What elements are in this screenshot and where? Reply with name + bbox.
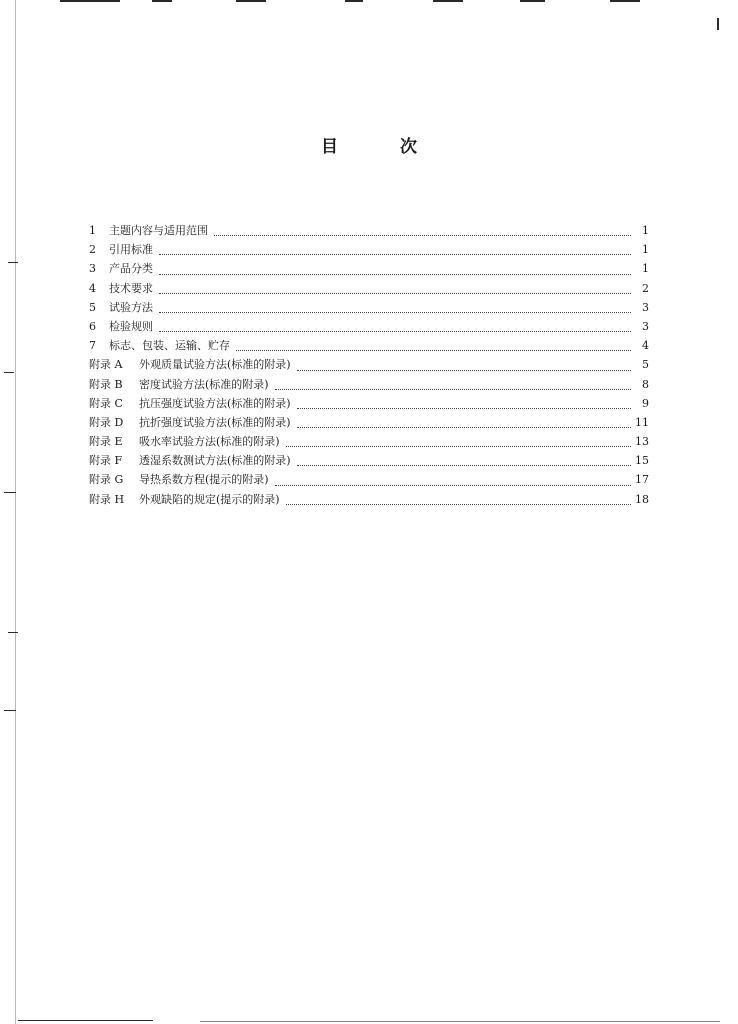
toc-entry-page-number: 11 — [635, 415, 649, 429]
toc-entry-number: 6 — [89, 319, 96, 333]
toc-dot-leader — [159, 293, 631, 294]
scan-edge-left-mark — [4, 710, 16, 711]
scan-edge-left-mark — [4, 372, 14, 373]
toc-entry-page-number: 13 — [635, 435, 649, 449]
toc-dot-leader — [286, 504, 631, 505]
toc-entry-title: 抗压强度试验方法(标准的附录) — [139, 396, 291, 410]
toc-dot-leader — [214, 235, 631, 236]
toc-entry-number: 附录 B — [89, 377, 123, 391]
toc-entry[interactable] — [89, 240, 649, 259]
scan-edge-top — [345, 0, 363, 2]
toc-entry-number: 附录 D — [89, 415, 124, 429]
toc-entry-number: 附录 G — [89, 473, 124, 487]
toc-entry[interactable] — [89, 355, 649, 374]
toc-entry-title: 吸水率试验方法(标准的附录) — [139, 435, 280, 449]
scan-edge-top — [236, 0, 266, 2]
scan-edge-left-mark — [4, 492, 16, 493]
scan-edge-top — [152, 0, 172, 2]
toc-entry-page-number: 1 — [642, 224, 649, 237]
scan-edge-top — [520, 0, 545, 2]
toc-entry-page-number: 5 — [642, 358, 649, 372]
toc-entry[interactable] — [89, 413, 649, 432]
toc-entry-title: 外观质量试验方法(标准的附录) — [139, 358, 291, 372]
toc-entry-number: 4 — [89, 281, 96, 295]
toc-dot-leader — [159, 274, 631, 275]
toc-entry-title: 主题内容与适用范围 — [109, 224, 208, 237]
toc-dot-leader — [236, 350, 631, 351]
toc-entry-title: 技术要求 — [109, 281, 153, 295]
scan-edge-top — [610, 0, 640, 2]
toc-entry-title: 导热系数方程(提示的附录) — [139, 473, 269, 487]
toc-entry-number: 7 — [89, 339, 96, 353]
toc-entry-number: 附录 F — [89, 454, 123, 468]
toc-dot-leader — [297, 370, 631, 371]
scan-edge-bottom — [200, 1021, 720, 1022]
toc-entry-title: 外观缺陷的规定(提示的附录) — [139, 492, 280, 506]
toc-entry[interactable] — [89, 451, 649, 470]
toc-entry-number: 附录 E — [89, 435, 123, 449]
toc-entry-number: 1 — [89, 224, 96, 237]
toc-entry[interactable] — [89, 221, 649, 240]
scan-edge-right — [717, 18, 719, 30]
scan-edge-bottom — [18, 1020, 153, 1021]
toc-dot-leader — [286, 446, 631, 447]
toc-entry-page-number: 3 — [642, 300, 649, 314]
scan-edge-top — [60, 0, 120, 2]
toc-entry-title: 透湿系数测试方法(标准的附录) — [139, 454, 291, 468]
toc-entry[interactable] — [89, 432, 649, 451]
toc-entry-number: 附录 C — [89, 396, 123, 410]
toc-entry-number: 2 — [89, 243, 96, 257]
scan-edge-left-mark — [8, 632, 18, 633]
toc-entry-number: 5 — [89, 300, 96, 314]
toc-entry-page-number: 17 — [635, 473, 649, 487]
title-char-2: 次 — [400, 137, 417, 157]
toc-entry-title: 抗折强度试验方法(标准的附录) — [139, 415, 291, 429]
title-char-1: 目 — [321, 137, 338, 157]
toc-entry-title: 试验方法 — [109, 300, 153, 314]
toc-dot-leader — [297, 408, 631, 409]
toc-entry[interactable] — [89, 259, 649, 278]
toc-entry[interactable] — [89, 394, 649, 413]
toc-entry[interactable] — [89, 279, 649, 298]
toc-entry-page-number: 9 — [642, 396, 649, 410]
toc-entry[interactable] — [89, 490, 649, 509]
toc-entry-page-number: 18 — [635, 492, 649, 506]
scan-edge-left-mark — [8, 262, 18, 263]
toc-dot-leader — [297, 427, 631, 428]
toc-entry-page-number: 2 — [642, 281, 649, 295]
toc-entry[interactable] — [89, 375, 649, 394]
toc-entry-number: 附录 H — [89, 492, 125, 506]
toc-entry-page-number: 15 — [635, 454, 649, 468]
toc-entry-page-number: 1 — [642, 243, 649, 257]
toc-entry-title: 密度试验方法(标准的附录) — [139, 377, 269, 391]
table-of-contents — [89, 221, 649, 509]
toc-entry-title: 产品分类 — [109, 262, 153, 276]
toc-dot-leader — [275, 389, 631, 390]
toc-entry-title: 标志、包装、运输、贮存 — [109, 339, 230, 353]
toc-dot-leader — [159, 331, 631, 332]
scan-edge-top — [433, 0, 463, 2]
toc-entry[interactable] — [89, 470, 649, 489]
toc-dot-leader — [159, 254, 631, 255]
toc-entry-number: 附录 A — [89, 358, 123, 372]
toc-entry[interactable] — [89, 317, 649, 336]
toc-entry[interactable] — [89, 336, 649, 355]
toc-entry-title: 引用标准 — [109, 243, 153, 257]
toc-entry[interactable] — [89, 298, 649, 317]
toc-dot-leader — [159, 312, 631, 313]
toc-entry-number: 3 — [89, 262, 96, 276]
toc-entry-title: 检验规则 — [109, 319, 153, 333]
toc-entry-page-number: 3 — [642, 319, 649, 333]
toc-entry-page-number: 1 — [642, 262, 649, 276]
toc-entry-page-number: 8 — [642, 377, 649, 391]
toc-entry-page-number: 4 — [642, 339, 649, 353]
toc-dot-leader — [275, 485, 631, 486]
toc-dot-leader — [297, 465, 631, 466]
page-title — [0, 132, 738, 157]
